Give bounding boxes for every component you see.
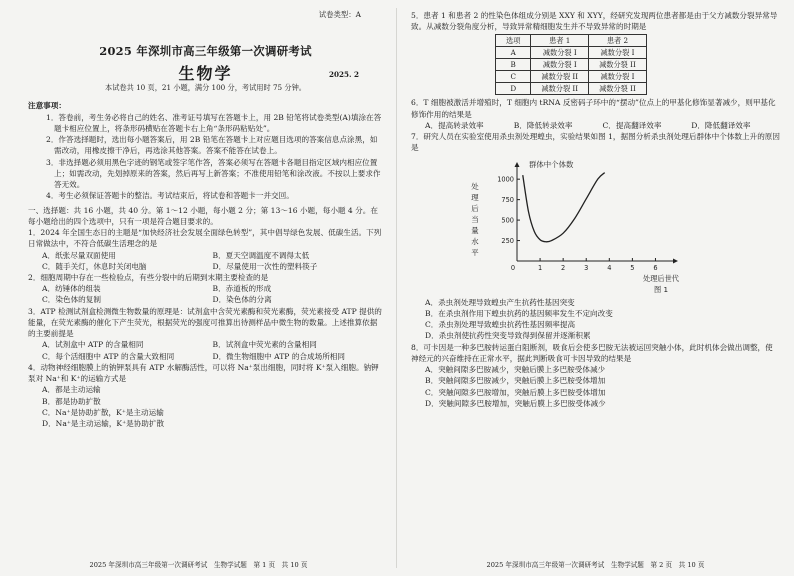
note-item: 1．答卷前，考生务必将自己的姓名、准考证号填写在答题卡上，用 2B 铅笔将试卷类型(A)填涂在答题卡相应位置上，将条形码横贴在答题卡右上角“条形码粘贴处”。 (46, 112, 382, 133)
exam-date: 2025. 2 (328, 69, 359, 79)
option-b: B．都是协助扩散 (42, 396, 101, 406)
option-c: C．提高翻译效率 (602, 120, 662, 130)
question-6-options-row (411, 120, 780, 131)
question-8-stem: 8．可卡因是一种多巴胺转运蛋白阻断剂，吸食后会使多巴胺无法被运回突触小体，此时机体会做出调整，使神经元的兴奋维持在正常水平，据此判断吸食可卡因导致的结果是 (411, 342, 773, 363)
option-d: D．突触间隙多巴胺增加，突触后膜上多巴胺受体减少 (425, 398, 606, 408)
table-row (496, 59, 647, 71)
option-b: B．降低转录效率 (513, 120, 573, 130)
option-a: A．提高转录效率 (425, 120, 484, 130)
page-footer: 2025 年深圳市高三年级第一次调研考试 生物学试题 第 1 页 共 10 页 (89, 561, 308, 570)
question-3-options-row (28, 339, 383, 350)
figure-caption: 图 1 (653, 284, 669, 294)
x-tick-label: 5 (630, 263, 635, 272)
question-5-stem: 5．患者 1 和患者 2 的性染色体组成分别是 XXY 和 XYY，经研究发现两位患者都是由于父方减数分裂异常导致。从减数分裂角度分析，导致异常精细胞发生并不导致异常的时期是 (411, 11, 778, 32)
x-tick-label: 1 (537, 263, 543, 272)
question-2-options-row (28, 283, 383, 294)
series-line (523, 172, 605, 241)
notes-heading: 注意事项： (28, 101, 66, 111)
option-d: D．染色体的分离 (212, 295, 272, 305)
question-5-table (495, 34, 647, 95)
option-a: A．都是主动运输 (42, 385, 101, 395)
figure-1-chart (469, 157, 709, 295)
table-cell: 减数分裂 I (589, 47, 647, 59)
chart-svg (469, 157, 709, 295)
table-cell: 减数分裂 II (531, 71, 589, 83)
question-1-stem: 1．2024 年全国生态日的主题是“加快经济社会发展全面绿色转型”，其中倡导绿色发展、低碳生活。下列日常做法中，不符合低碳生活理念的是 (28, 228, 382, 249)
question-4-stem: 4．动物神经细胞膜上的钠钾泵具有 ATP 水解酶活性，可以将 Na⁺泵出细胞，同时将 K⁺泵入细胞。钠钾泵对 Na⁺和 K⁺的运输方式是 (28, 362, 379, 384)
question-6-stem: 6．T 细胞被激活并增殖时，T 细胞内 tRNA 反密码子环中的“摆动”位点上的甲基化修饰显著减少，则甲基化修饰作用的结果是 (411, 98, 776, 119)
x-axis-arrow (673, 258, 678, 263)
y-tick-label: 250 (501, 236, 514, 245)
option-c: C．杀虫剂处理导致蝗虫抗药性基因频率提高 (425, 320, 576, 330)
option-b: B．在杀虫剂作用下蝗虫抗药的基因频率发生不定向改变 (425, 308, 613, 318)
option-a: A．试剂盒中 ATP 的含量相同 (42, 340, 144, 350)
option-d: D．Na⁺是主动运输，K⁺是协助扩散 (42, 419, 165, 429)
option-c: C．随手关灯，休息时关闭电脑 (42, 261, 147, 271)
question-2-options-row (28, 294, 383, 305)
table-cell: D (496, 83, 531, 95)
option-b: B．赤道板的形成 (212, 284, 272, 294)
y-axis-arrow (515, 162, 520, 167)
y-tick-label: 750 (501, 195, 514, 204)
option-d: D．杀虫剂使抗药性突变导致得到保留并逐渐积累 (425, 331, 591, 341)
question-3-options-row (28, 351, 383, 362)
page-2 (397, 0, 794, 576)
y-tick-label: 500 (501, 216, 514, 225)
exam-type-label: 试卷类型：A (318, 10, 361, 19)
table-cell: 减数分裂 I (589, 71, 647, 83)
option-c: C．染色体的复制 (42, 295, 101, 305)
option-d: D．尽量使用一次性的塑料筷子 (212, 261, 318, 271)
x-tick-label: 6 (653, 263, 658, 272)
x-tick-label: 2 (561, 263, 566, 272)
x-origin-label: 0 (510, 263, 516, 272)
option-d: D．微生物细胞中 ATP 的合成场所相同 (212, 351, 345, 361)
table-header: 患者 1 (531, 35, 589, 47)
note-item: 3．非选择题必须用黑色字迹的钢笔或签字笔作答，答案必须写在答题卡各题目指定区域内相应位置上；如需改动，先划掉原来的答案，然后再写上新答案；不准使用铅笔和涂改液。不按以上要求作答无效。 (46, 157, 381, 190)
table-cell: C (496, 71, 531, 83)
question-1-options-row (28, 250, 383, 261)
question-1-options-row (28, 261, 383, 272)
table-row (496, 47, 647, 59)
note-item: 4．考生必须保证答题卡的整洁。考试结束后，将试卷和答题卡一并交回。 (46, 191, 294, 201)
option-a: A．纺锤体的组装 (42, 284, 101, 294)
table-header: 选项 (496, 35, 531, 47)
table-row (496, 83, 647, 95)
option-a: A．纸张尽量双面使用 (42, 250, 116, 260)
subject-title: 生物学 (178, 63, 233, 83)
y-tick-label: 1000 (497, 175, 514, 184)
chart-title: 群体中个体数 (529, 159, 574, 169)
exam-info: 本试卷共 10 页，21 小题，满分 100 分，考试用时 75 分钟。 (105, 82, 306, 92)
table-cell: 减数分裂 II (531, 83, 589, 95)
table-cell: 减数分裂 II (589, 83, 647, 95)
table-header: 患者 2 (589, 35, 647, 47)
option-b: B．试剂盒中荧光素的含量相同 (212, 340, 317, 350)
x-axis-label: 处理后世代 (643, 273, 679, 283)
table-cell: B (496, 59, 531, 71)
option-b: B．夏天空调温度不调得太低 (212, 250, 310, 260)
table-cell: 减数分裂 II (589, 59, 647, 71)
option-c: C．突触间隙多巴胺增加，突触后膜上多巴胺受体增加 (425, 387, 606, 397)
page-footer: 2025 年深圳市高三年级第一次调研考试 生物学试题 第 2 页 共 10 页 (486, 561, 705, 570)
question-7-stem: 7．研究人员在实验室使用杀虫剂处理蝗虫，实验结果如图 1，据图分析杀虫剂处理后群体中个体数上升的原因是 (411, 132, 780, 153)
note-item: 2．作答选择题时，选出每小题答案后，用 2B 铅笔在答题卡上对应题目选项的答案信息点涂黑，如需改动，用橡皮擦干净后，再选涂其他答案。答案不能答在试卷上。 (46, 135, 378, 156)
option-b: B．突触间隙多巴胺减少，突触后膜上多巴胺受体增加 (425, 376, 606, 386)
table-header-row (496, 35, 647, 47)
option-c: C．每个活细胞中 ATP 的含量大致相同 (42, 351, 175, 361)
section-header: 一、选择题：共 16 小题，共 40 分。第 1～12 小题，每小题 2 分；第 13～16 小题，每小题 4 分。在每小题给出的四个选项中，只有一项是符合题目要求的。 (28, 205, 378, 226)
option-a: A．突触间隙多巴胺减少，突触后膜上多巴胺受体减少 (425, 365, 606, 375)
table-row (496, 71, 647, 83)
x-tick-label: 3 (584, 263, 589, 272)
table-cell: 减数分裂 I (531, 47, 589, 59)
option-d: D．降低翻译效率 (691, 120, 751, 130)
question-2-stem: 2．细胞周期中存在一些检验点，有些分裂中的后期到末期主要检查的是 (28, 273, 269, 282)
exam-title: 2025 年深圳市高三年级第一次调研考试 (99, 43, 312, 58)
option-a: A．杀虫剂处理导致蝗虫产生抗药性基因突变 (425, 297, 575, 307)
subject-row (28, 62, 383, 82)
table-cell: 减数分裂 I (531, 59, 589, 71)
table-cell: A (496, 47, 531, 59)
x-tick-label: 4 (607, 263, 612, 272)
y-axis-label: 处理后当量水平 (471, 181, 479, 258)
option-c: C．Na⁺是协助扩散，K⁺是主动运输 (42, 407, 164, 417)
question-3-stem: 3．ATP 检测试剂盒检测微生物数量的原理是：试剂盒中含荧光素酶和荧光素酶，荧光素接受 ATP 提供的能量，在荧光素酶的催化下产生荧光，根据荧光的强度可推算出待测样品中微生物的数量。上述推算依据的主要前提是 (28, 306, 382, 339)
